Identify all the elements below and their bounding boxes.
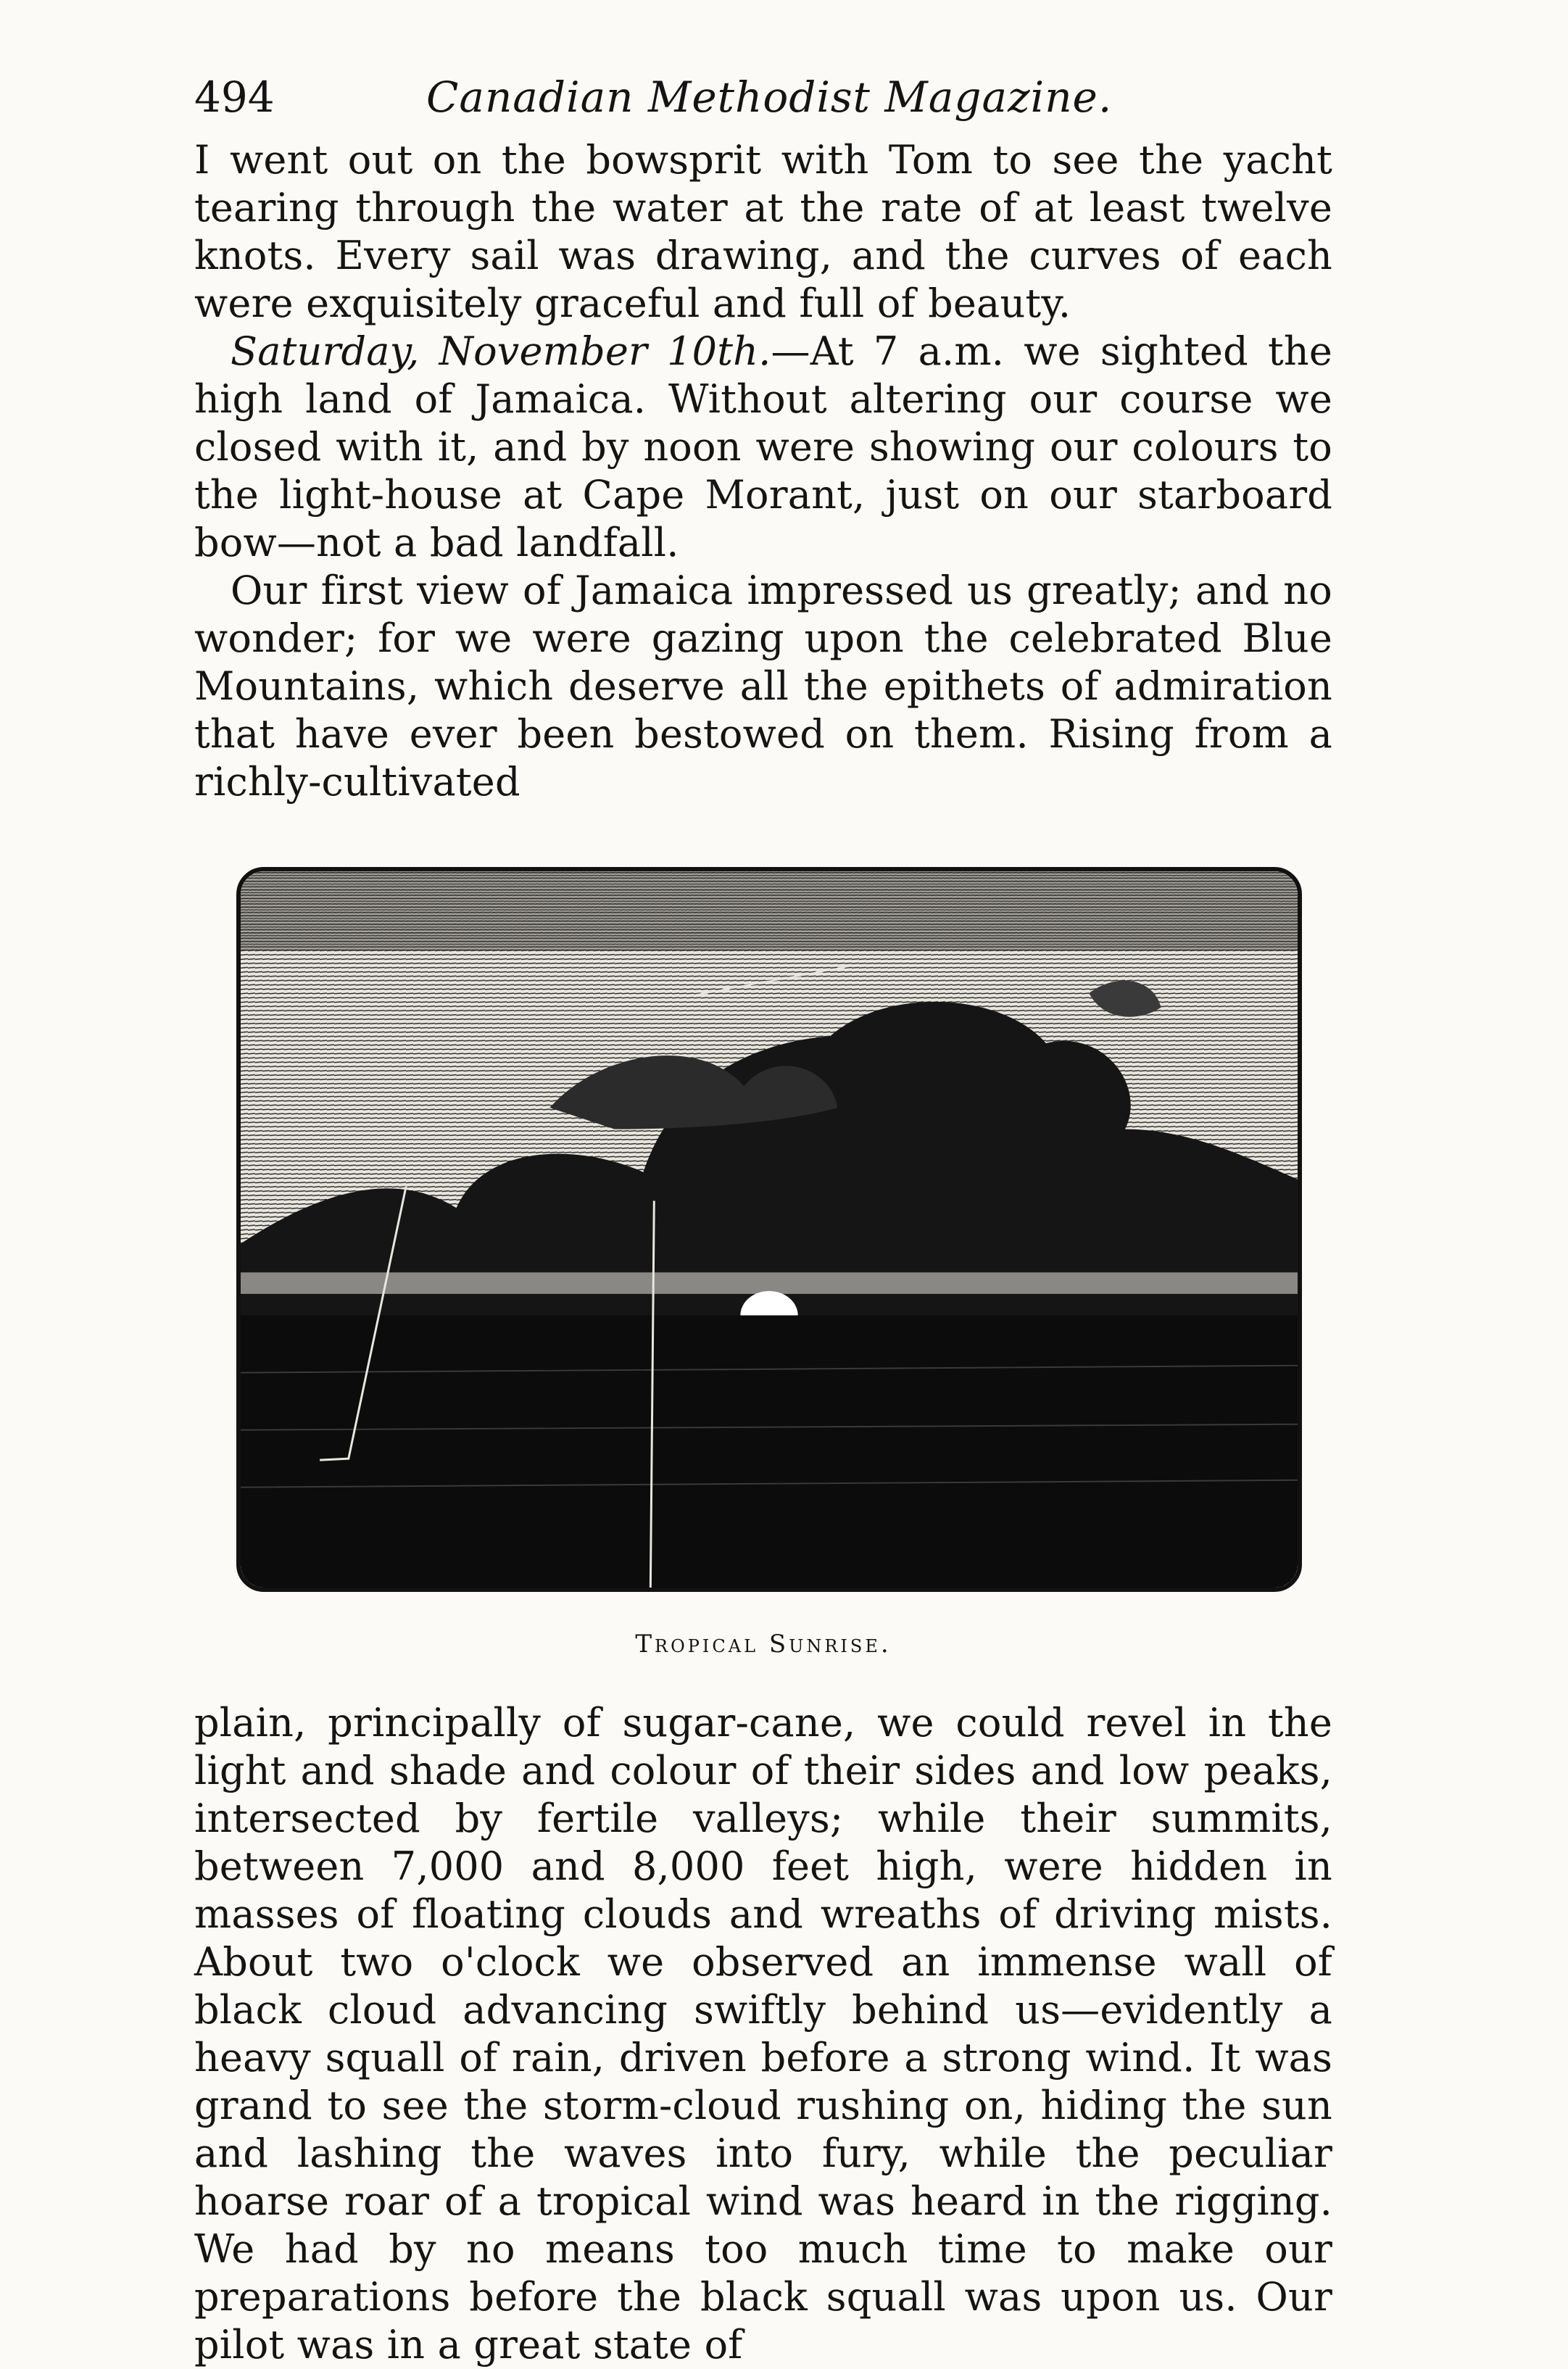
date-label: Saturday, November 10th. [231,328,771,374]
upper-sky [241,871,1298,950]
dark-sea [241,1316,1298,1588]
paragraph-first-view: Our first view of Jamaica impressed us greatly; and no wonder; for we were gazing upon the celebrated Blue Mountains, which deserve all the epithets of admiration that have ever been bestowed on them. Rising from a richly-cultivated [194,568,1332,805]
tropical-sunrise-engraving [236,867,1302,1592]
saturday-text: —At 7 a.m. we sighted the high land of Jamaica. Without altering our course we closed with it, and by noon were showing our colours to the light-house at Cape Morant, just on our starboard bow—not a bad landfall. [194,328,1333,565]
book-page [194,72,1333,2368]
engraving-illustration [241,871,1298,1588]
paragraph-saturday [194,328,1332,567]
page-header [194,72,1332,130]
horizon-glow [241,1272,1298,1294]
running-title: Canadian Methodist Magazine. [426,72,1113,122]
page-number: 494 [194,72,275,122]
paragraph-bowsprit: I went out on the bowsprit with Tom to see the yacht tearing through the water at the rate of at least twelve knots. Every sail was drawing, and the curves of each were exquisitely graceful and full of beauty. [194,137,1332,326]
paragraph-storm: plain, principally of sugar-cane, we could revel in the light and shade and colour of their sides and low peaks, intersected by fertile valleys; while their summits, between 7,000 and 8,000 feet high, were hidden in masses of floating clouds and wreaths of driving mists. About two o'clock we observed an immense wall of black cloud advancing swiftly behind us—evidently a heavy squall of rain, driven before a strong wind. It was grand to see the storm-cloud rushing on, hiding the sun and lashing the waves into fury, while the peculiar hoarse roar of a tropical wind was heard in the rigging. We had by no means too much time to make our preparations before the black squall was upon us. Our pilot was in a great state of [194,1700,1332,2368]
figure-caption: Tropical Sunrise. [635,1630,892,1659]
